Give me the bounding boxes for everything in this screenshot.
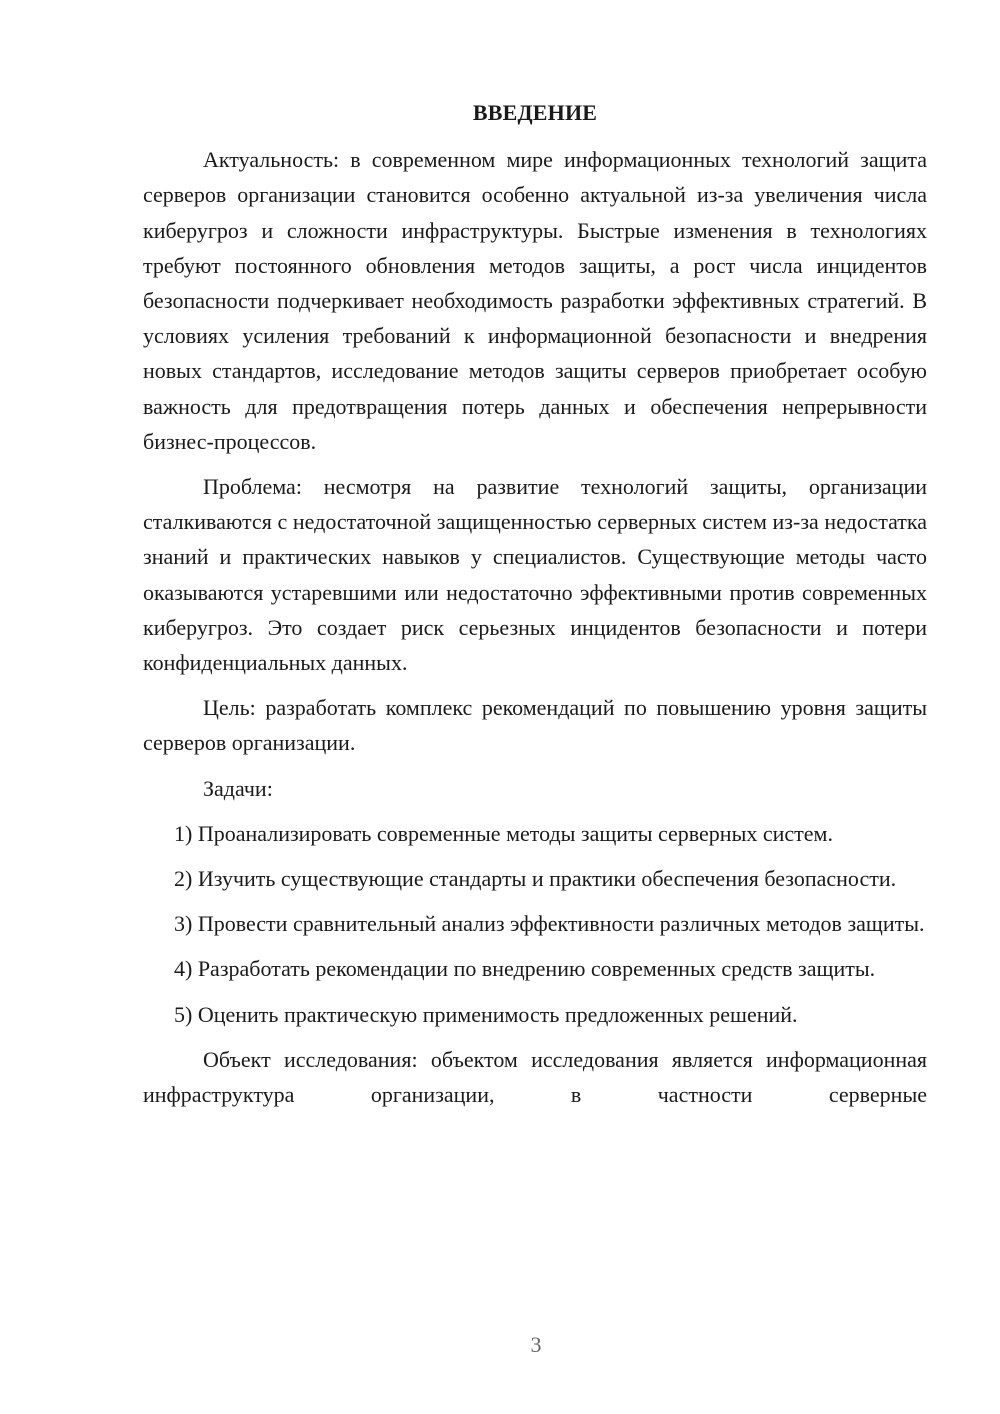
page-content [143,95,927,1122]
paragraph-goal: Цель: разработать комплекс рекомендаций по повышению уровня защиты серверов организации. [143,695,927,756]
task-item-1: 1) Проанализировать современные методы защиты серверных систем. [174,820,833,846]
task-item-5: 5) Оценить практическую применимость предложенных решений. [174,1001,798,1027]
task-item-2: 2) Изучить существующие стандарты и практики обеспечения безопасности. [174,866,897,892]
task-item-3: 3) Провести сравнительный анализ эффективности различных методов защиты. [174,911,925,937]
paragraph-problem: Проблема: несмотря на развитие технологий защиты, организации сталкиваются с недостаточной защищенностью серверных систем из-за недостатка знаний и практических навыков у специалистов. Существующие методы часто оказываются устаревшими или недостаточно эффективными против современных киберугроз. Это создает риск серьезных инцидентов безопасности и потери конфиденциальных данных. [143,474,927,676]
section-title: ВВЕДЕНИЕ [472,100,598,125]
paragraph-relevance: Актуальность: в современном мире информационных технологий защита серверов организации становится особенно актуальной из-за увеличения числа киберугроз и сложности инфраструктуры. Быстрые изменения в технологиях требуют постоянного обновления методов защиты, а рост числа инцидентов безопасности подчеркивает необходимость разработки эффективных стратегий. В условиях усиления требований к информационной безопасности и внедрения новых стандартов, исследование методов защиты серверов приобретает особую важность для предотвращения потерь данных и обеспечения непрерывности бизнес-процессов. [143,147,927,454]
paragraph-object: Объект исследования: объектом исследования является информационная инфраструктура организации, в частности серверные [143,1046,927,1108]
page-number: 3 [530,1332,542,1357]
paragraph-tasks-heading: Задачи: [203,775,273,801]
task-item-4: 4) Разработать рекомендации по внедрению современных средств защиты. [174,956,876,982]
